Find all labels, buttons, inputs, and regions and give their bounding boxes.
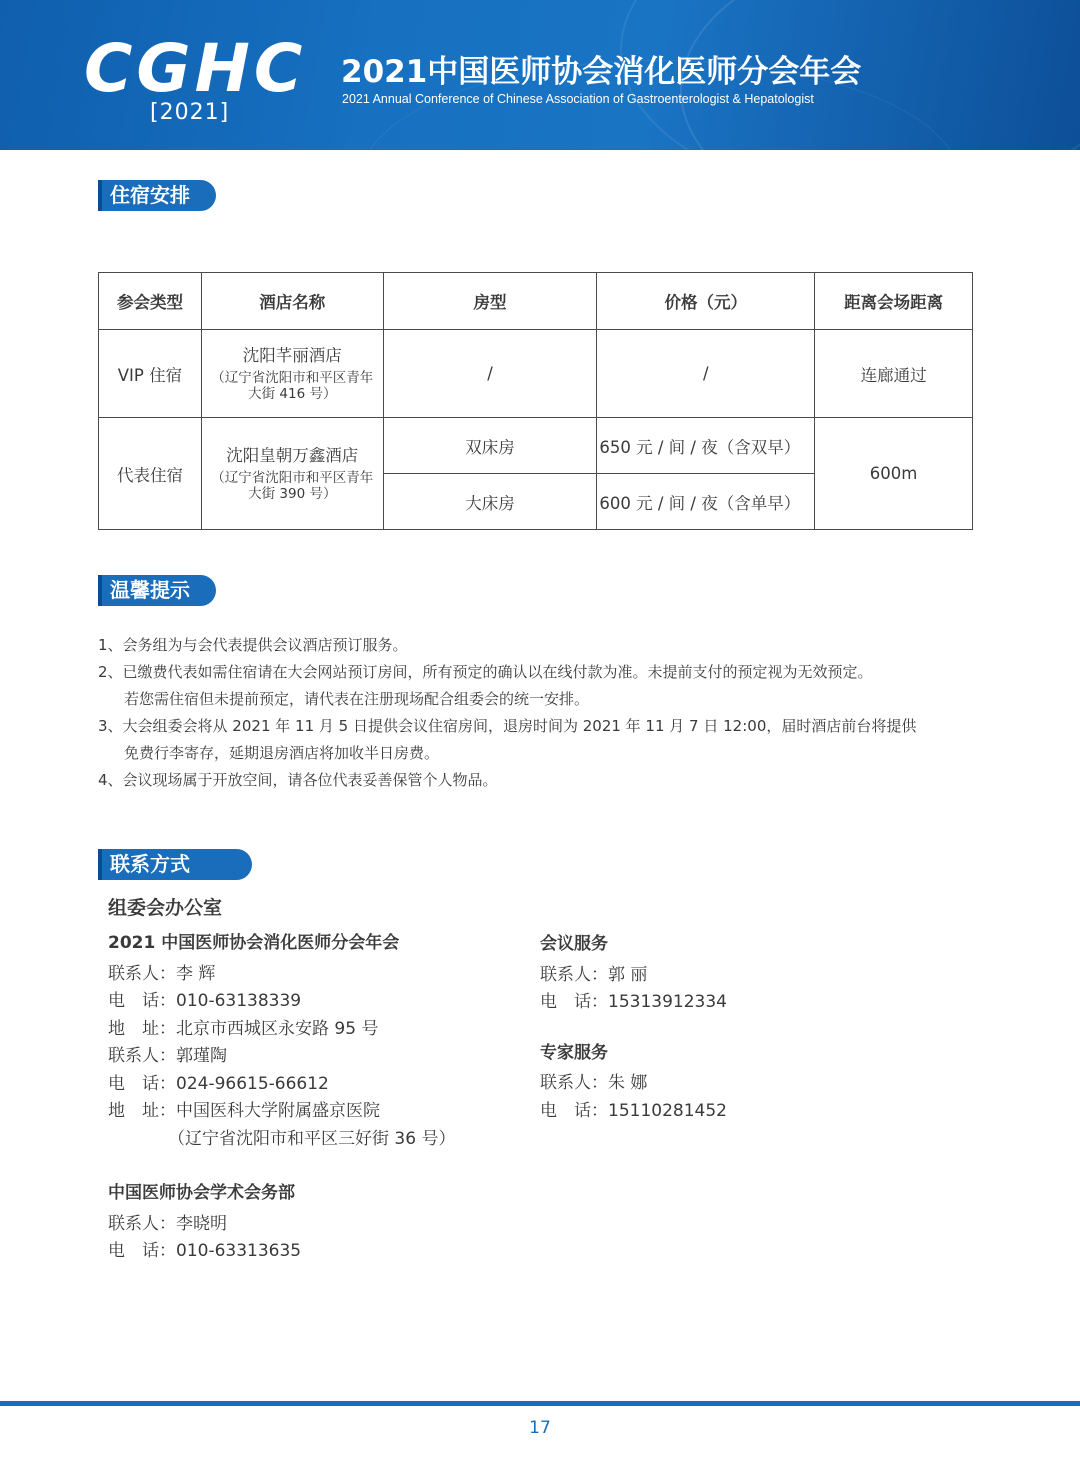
contact-left-column xyxy=(108,895,455,1266)
org-name: 中国医师协会学术会务部 xyxy=(108,1183,295,1203)
room-type: / xyxy=(383,330,597,418)
contact-phone: 电 话：010-63138339 xyxy=(108,991,302,1011)
conference-subtitle: 2021 Annual Conference of Chinese Association of Gastroenterologist & Hepatologist xyxy=(342,92,814,106)
column-header: 房型 xyxy=(383,273,597,330)
conference-title: 2021中国医师协会消化医师分会年会 xyxy=(341,54,862,90)
distance: 600m xyxy=(815,418,973,530)
hotel-name: 沈阳芊丽酒店 xyxy=(242,345,342,365)
hotel-address: （辽宁省沈阳市和平区青年大街 390 号） xyxy=(211,469,374,502)
table-row xyxy=(99,330,973,418)
tip-item-continued: 若您需住宿但未提前预定，请代表在注册现场配合组委会的统一安排。 xyxy=(124,690,590,708)
contact-person: 联系人：朱 娜 xyxy=(540,1073,648,1093)
conference-logo: CGHC xyxy=(84,30,307,107)
room-price: 650 元 / 间 / 夜（含双早） xyxy=(597,418,815,474)
contact-person: 联系人：郭 丽 xyxy=(540,964,648,985)
tip-item: 4、会议现场属于开放空间，请各位代表妥善保管个人物品。 xyxy=(98,771,498,789)
contact-person: 联系人：李晓明 xyxy=(108,1213,227,1234)
distance: 连廊通过 xyxy=(815,330,973,418)
hotel-cell xyxy=(201,418,383,530)
service-title: 会议服务 xyxy=(540,934,608,954)
column-header: 距离会场距离 xyxy=(815,273,973,330)
column-header: 参会类型 xyxy=(99,273,202,330)
org-name: 2021 中国医师协会消化医师分会年会 xyxy=(108,933,400,953)
page-number: 17 xyxy=(529,1418,551,1438)
logo-year: [2021] xyxy=(150,100,230,125)
tip-item-continued: 免费行李寄存，延期退房酒店将加收半日房费。 xyxy=(124,744,440,762)
tip-item: 2、已缴费代表如需住宿请在大会网站预订房间，所有预定的确认以在线付款为准。未提前支付的预定视为无效预定。 xyxy=(98,663,873,681)
contact-address: 地 址：北京市西城区永安路 95 号 xyxy=(108,1018,379,1039)
footer-divider xyxy=(0,1401,1080,1406)
attendee-type: 代表住宿 xyxy=(99,418,202,530)
room-type: 双床房 xyxy=(383,418,597,474)
section-title-accommodation: 住宿安排 xyxy=(98,180,216,211)
section-title-tips: 温馨提示 xyxy=(98,575,216,606)
attendee-type: VIP 住宿 xyxy=(99,330,202,418)
column-header: 价格（元） xyxy=(597,273,815,330)
contact-phone: 电 话：010-63313635 xyxy=(108,1241,302,1261)
room-price: / xyxy=(597,330,815,418)
service-title: 专家服务 xyxy=(540,1042,608,1063)
section-title-contact: 联系方式 xyxy=(98,849,252,880)
accommodation-table xyxy=(98,272,973,530)
contact-address-detail: （辽宁省沈阳市和平区三好街 36 号） xyxy=(168,1128,456,1149)
hotel-name: 沈阳皇朝万鑫酒店 xyxy=(226,445,359,465)
contact-person: 联系人：郭瑾陶 xyxy=(108,1046,227,1066)
contact-address: 地 址：中国医科大学附属盛京医院 xyxy=(108,1101,380,1121)
contact-phone: 电 话：15110281452 xyxy=(540,1100,727,1121)
office-title: 组委会办公室 xyxy=(108,897,223,919)
table-row xyxy=(99,418,973,474)
room-price: 600 元 / 间 / 夜（含单早） xyxy=(597,474,815,530)
hotel-address: （辽宁省沈阳市和平区青年大街 416 号） xyxy=(211,369,374,402)
tip-item: 1、会务组为与会代表提供会议酒店预订服务。 xyxy=(98,636,408,654)
table-header-row xyxy=(99,273,973,330)
contact-person: 联系人：李 辉 xyxy=(108,963,216,984)
contact-phone: 电 话：024-96615-66612 xyxy=(108,1073,329,1094)
tips-list xyxy=(98,632,916,794)
contact-phone: 电 话：15313912334 xyxy=(540,992,727,1012)
contact-right-column xyxy=(540,931,727,1125)
column-header: 酒店名称 xyxy=(201,273,383,330)
tip-item: 3、大会组委会将从 2021 年 11 月 5 日提供会议住宿房间，退房时间为 2021 年 11 月 7 日 12:00，届时酒店前台将提供 xyxy=(98,717,917,735)
room-type: 大床房 xyxy=(383,474,597,530)
header-banner xyxy=(0,0,1080,150)
hotel-cell xyxy=(201,330,383,418)
